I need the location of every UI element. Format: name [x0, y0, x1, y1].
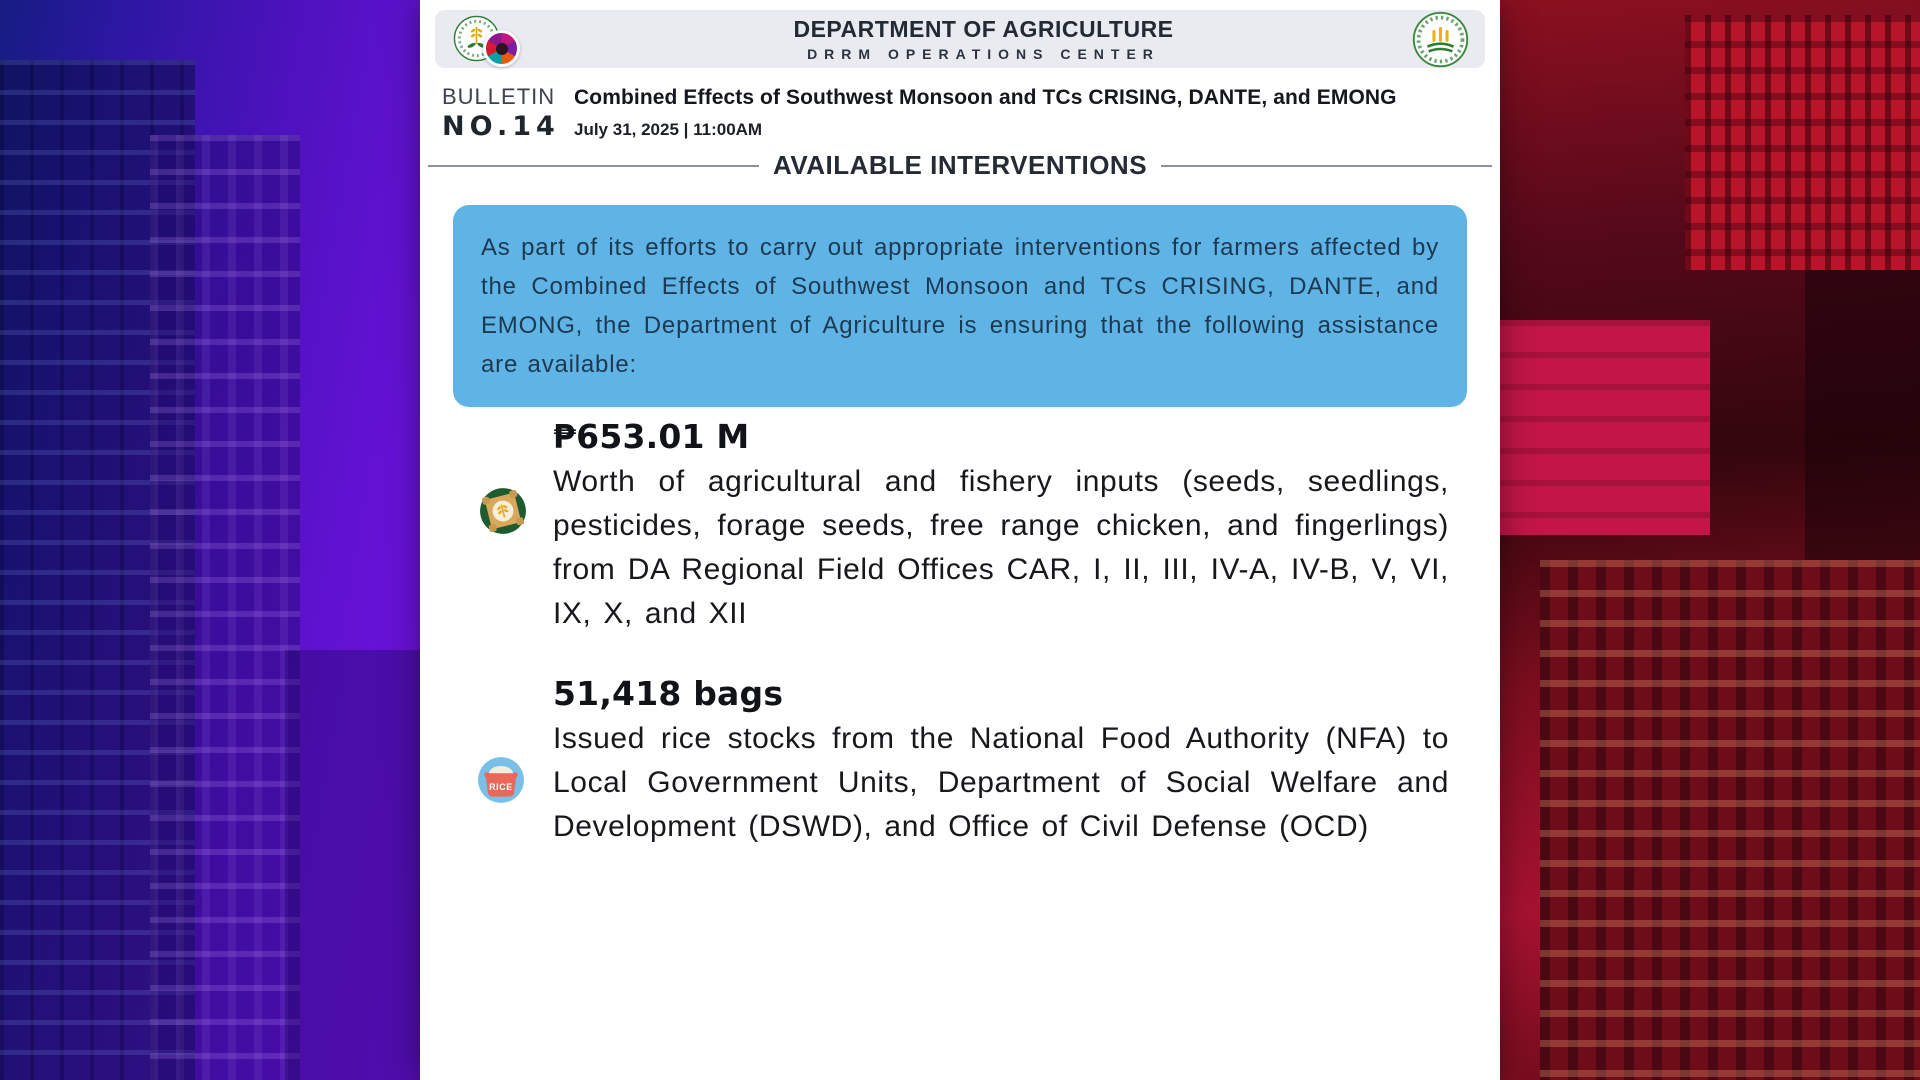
bulletin-number-block — [442, 84, 560, 142]
item-1-amount: ₱653.01 M — [553, 417, 750, 456]
rice-sack-icon — [476, 755, 526, 805]
heading-rule-right — [1161, 165, 1492, 167]
building-silhouette — [285, 650, 420, 1080]
heading-rule-left — [428, 165, 759, 167]
item-2-amount: 51,418 bags — [553, 674, 784, 713]
seed-bag-icon — [478, 486, 528, 536]
rice-sack-label: RICE — [489, 781, 513, 792]
bulletin-card — [420, 0, 1500, 1080]
da-drrm-pinwheel-logo-icon — [483, 30, 520, 67]
intro-text: As part of its efforts to carry out appropriate interventions for farmers affected by the Combined Effects of Southwest Monsoon and TCs CRISING, DANTE, and EMONG, the Department of Agriculture is ensuring that the following assistance are available: — [481, 234, 1439, 378]
building-silhouette — [1685, 15, 1920, 270]
background-left-purple-cityscape — [0, 0, 420, 1080]
header-titles — [555, 16, 1412, 62]
building-silhouette — [1540, 560, 1920, 1080]
item-2-description: Issued rice stocks from the National Food Authority (NFA) to Local Government Units, Department of Social Welfare and Development (DSWD), and Office of Civil Defense (OCD) — [553, 722, 1449, 843]
bulletin-datetime: July 31, 2025 | 11:00AM — [574, 120, 763, 139]
intro-callout-box — [453, 205, 1467, 407]
bulletin-id-row — [442, 84, 1397, 142]
background-right-red-cityscape — [1500, 0, 1920, 1080]
org-subtitle: DRRM OPERATIONS CENTER — [807, 46, 1160, 62]
masaganang-agrikultura-seal-icon — [1412, 11, 1469, 68]
building-silhouette — [150, 135, 300, 1080]
section-title: AVAILABLE INTERVENTIONS — [772, 150, 1148, 180]
bulletin-number: NO.14 — [442, 111, 560, 142]
building-silhouette — [1500, 320, 1710, 535]
bulletin-title: Combined Effects of Southwest Monsoon and TCs CRISING, DANTE, and EMONG — [574, 86, 1397, 109]
item-1-description: Worth of agricultural and fishery inputs (seeds, seedlings, pesticides, forage seeds, free range chicken, and fingerlings) from DA Regional Field Offices CAR, I, II, III, IV-A, IV-B, V, VI, IX, X, and XII — [553, 465, 1449, 630]
left-logo-cluster — [451, 10, 555, 68]
section-heading-row — [428, 150, 1492, 181]
header-bar — [435, 10, 1485, 68]
bulletin-label: BULLETIN — [442, 84, 556, 109]
org-name: DEPARTMENT OF AGRICULTURE — [793, 16, 1174, 42]
bulletin-meta — [574, 84, 1397, 142]
